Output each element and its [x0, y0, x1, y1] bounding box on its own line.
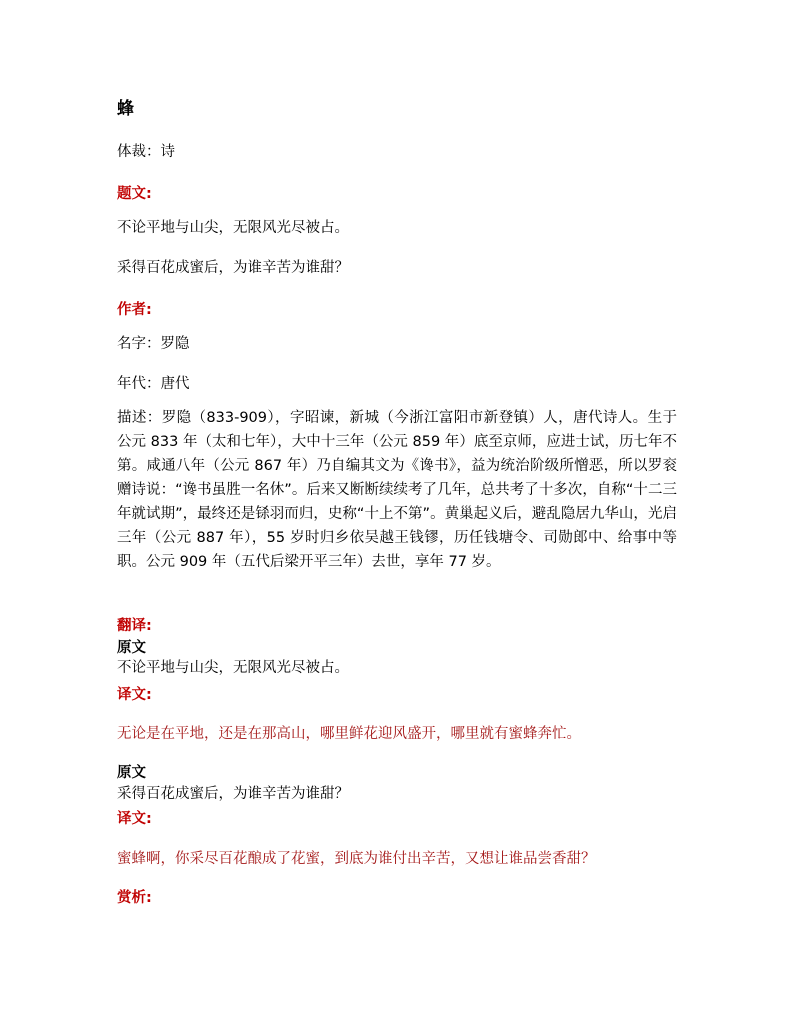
- translation-label: 翻译:: [117, 618, 152, 634]
- genre-line: 体裁：诗: [117, 144, 175, 160]
- poem-label: 题文:: [117, 186, 152, 202]
- appreciation-label: 赏析:: [117, 890, 152, 906]
- author-era: 年代：唐代: [117, 376, 190, 392]
- author-label: 作者:: [117, 302, 152, 318]
- original-label: 原文: [117, 640, 146, 656]
- poem-title: 蜂: [117, 99, 134, 119]
- translated-label: 译文:: [117, 687, 152, 703]
- poem-line-1: 不论平地与山尖，无限风光尽被占。: [117, 220, 349, 236]
- translated-label: 译文:: [117, 811, 152, 827]
- translated-text: 蜜蜂啊，你采尽百花酿成了花蜜，到底为谁付出辛苦，又想让谁品尝香甜？: [117, 851, 596, 867]
- author-description: 描述：罗隐（833-909），字昭谏，新城（今浙江富阳市新登镇）人，唐代诗人。生于公元 833 年（太和七年），大中十三年（公元 859 年）底至京师，应进士试，历七年不第。咸通八年（公元 867 年）乃自编其文为《谗书》，益为统治阶级所憎恶，所以罗衮赠诗说：“谗书虽胜一名休”。后来又断断续续考了几年，总共考了十多次，自称“十二三年就试期”，最终还是铩羽而归，史称“十上不第”。黄巢起义后，避乱隐居九华山，光启三年（公元 887 年），55 岁时归乡依吴越王钱镠，历任钱塘令、司勋郎中、给事中等职。公元 909 年（五代后梁开平三年）去世，享年 77 岁。: [117, 410, 677, 570]
- poem-line-2: 采得百花成蜜后，为谁辛苦为谁甜？: [117, 260, 349, 276]
- original-text: 采得百花成蜜后，为谁辛苦为谁甜？: [117, 786, 349, 802]
- translated-text: 无论是在平地，还是在那高山，哪里鲜花迎风盛开，哪里就有蜜蜂奔忙。: [117, 726, 581, 742]
- original-label: 原文: [117, 765, 146, 781]
- original-text: 不论平地与山尖，无限风光尽被占。: [117, 660, 349, 676]
- author-name: 名字：罗隐: [117, 336, 190, 352]
